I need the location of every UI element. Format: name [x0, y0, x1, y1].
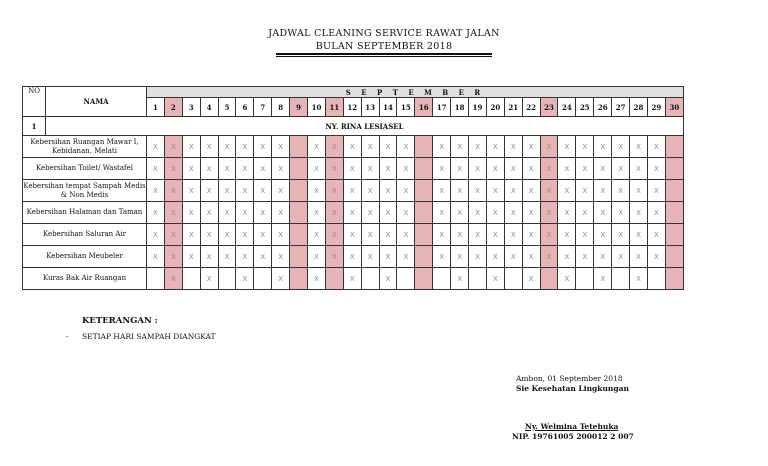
schedule-mark: X [200, 180, 218, 202]
schedule-mark: X [594, 224, 612, 246]
schedule-mark: X [469, 136, 487, 158]
schedule-mark: X [147, 246, 165, 268]
schedule-cell-empty [665, 180, 683, 202]
task-label: Kebersihan Saluran Air [23, 224, 147, 246]
schedule-mark: X [558, 246, 576, 268]
schedule-mark: X [272, 246, 290, 268]
schedule-mark: X [308, 202, 326, 224]
schedule-mark: X [379, 224, 397, 246]
day-header: 16 [415, 98, 433, 117]
schedule-cell-empty [290, 180, 308, 202]
task-row [23, 158, 684, 180]
schedule-mark: X [451, 202, 469, 224]
schedule-mark: X [522, 246, 540, 268]
schedule-cell-empty [290, 246, 308, 268]
month-header: S E P T E M B E R [147, 87, 684, 98]
day-header: 1 [147, 98, 165, 117]
schedule-mark: X [647, 246, 665, 268]
notes-item-text: SETIAP HARI SAMPAH DIANGKAT [82, 332, 216, 341]
schedule-mark: X [200, 158, 218, 180]
day-header: 4 [200, 98, 218, 117]
schedule-mark: X [558, 136, 576, 158]
schedule-mark: X [343, 180, 361, 202]
day-header: 7 [254, 98, 272, 117]
schedule-mark: X [164, 136, 182, 158]
schedule-mark: X [218, 224, 236, 246]
schedule-cell-empty [469, 268, 487, 290]
schedule-mark: X [343, 224, 361, 246]
staff-row [23, 117, 684, 136]
schedule-mark: X [200, 268, 218, 290]
schedule-mark: X [182, 158, 200, 180]
schedule-mark: X [451, 268, 469, 290]
schedule-mark: X [236, 158, 254, 180]
schedule-mark: X [558, 180, 576, 202]
schedule-mark: X [164, 224, 182, 246]
task-row [23, 224, 684, 246]
schedule-mark: X [379, 246, 397, 268]
schedule-mark: X [486, 202, 504, 224]
schedule-mark: X [522, 268, 540, 290]
schedule-mark: X [218, 136, 236, 158]
day-header: 2 [164, 98, 182, 117]
schedule-mark: X [451, 224, 469, 246]
document-title: JADWAL CLEANING SERVICE RAWAT JALAN [268, 28, 500, 39]
day-header: 20 [486, 98, 504, 117]
schedule-cell-empty [576, 268, 594, 290]
day-header: 8 [272, 98, 290, 117]
schedule-mark: X [486, 268, 504, 290]
schedule-mark: X [361, 202, 379, 224]
schedule-mark: X [576, 180, 594, 202]
schedule-mark: X [504, 136, 522, 158]
schedule-mark: X [504, 224, 522, 246]
schedule-mark: X [182, 180, 200, 202]
schedule-mark: X [397, 180, 415, 202]
schedule-cell-empty [415, 136, 433, 158]
schedule-mark: X [308, 246, 326, 268]
schedule-mark: X [200, 202, 218, 224]
schedule-cell-empty [290, 268, 308, 290]
schedule-mark: X [147, 158, 165, 180]
schedule-mark: X [308, 224, 326, 246]
schedule-cell-empty [415, 180, 433, 202]
schedule-cell-empty [415, 246, 433, 268]
schedule-mark: X [218, 246, 236, 268]
schedule-mark: X [164, 268, 182, 290]
schedule-mark: X [630, 158, 648, 180]
schedule-mark: X [522, 224, 540, 246]
schedule-mark: X [451, 136, 469, 158]
schedule-mark: X [325, 224, 343, 246]
schedule-mark: X [540, 158, 558, 180]
schedule-mark: X [379, 180, 397, 202]
schedule-cell-empty [290, 158, 308, 180]
schedule-mark: X [325, 246, 343, 268]
task-row [23, 268, 684, 290]
day-header: 5 [218, 98, 236, 117]
task-label: Kebersihan Ruangan Mawar I, Kebidanan, Melati [23, 136, 147, 158]
schedule-mark: X [469, 202, 487, 224]
schedule-mark: X [594, 180, 612, 202]
schedule-mark: X [182, 202, 200, 224]
schedule-cell-empty [325, 268, 343, 290]
schedule-mark: X [469, 224, 487, 246]
schedule-mark: X [343, 268, 361, 290]
day-header: 27 [612, 98, 630, 117]
schedule-mark: X [272, 268, 290, 290]
task-label: Kebersihan Toilet/ Wastafel [23, 158, 147, 180]
schedule-cell-empty [254, 268, 272, 290]
day-header: 29 [647, 98, 665, 117]
task-label: Kuras Bak Air Ruangan [23, 268, 147, 290]
schedule-mark: X [630, 246, 648, 268]
document-subtitle: BULAN SEPTEMBER 2018 [315, 41, 453, 52]
schedule-mark: X [361, 180, 379, 202]
day-header: 28 [630, 98, 648, 117]
schedule-mark: X [576, 202, 594, 224]
schedule-cell-empty [433, 268, 451, 290]
schedule-mark: X [325, 180, 343, 202]
schedule-mark: X [630, 224, 648, 246]
day-header: 11 [325, 98, 343, 117]
schedule-mark: X [254, 246, 272, 268]
schedule-cell-empty [647, 268, 665, 290]
schedule-mark: X [397, 158, 415, 180]
day-header: 6 [236, 98, 254, 117]
schedule-mark: X [469, 246, 487, 268]
schedule-mark: X [182, 136, 200, 158]
schedule-mark: X [486, 136, 504, 158]
schedule-cell-empty [665, 224, 683, 246]
name-header: NAMA [46, 87, 147, 117]
schedule-mark: X [647, 202, 665, 224]
schedule-mark: X [218, 202, 236, 224]
schedule-mark: X [540, 202, 558, 224]
schedule-mark: X [308, 180, 326, 202]
schedule-mark: X [200, 224, 218, 246]
day-header: 3 [182, 98, 200, 117]
schedule-mark: X [630, 180, 648, 202]
schedule-mark: X [325, 158, 343, 180]
no-header: NO [23, 87, 46, 117]
schedule-mark: X [325, 136, 343, 158]
schedule-mark: X [397, 136, 415, 158]
schedule-mark: X [218, 180, 236, 202]
task-label: Kebersihan tempat Sampah Medis & Non Medis [23, 180, 147, 202]
schedule-mark: X [522, 202, 540, 224]
day-header: 13 [361, 98, 379, 117]
task-label: Kebersihan Halaman dan Taman [23, 202, 147, 224]
schedule-mark: X [200, 246, 218, 268]
signature-name: Ny. Welmina Tetehuka [525, 422, 619, 431]
schedule-mark: X [451, 180, 469, 202]
schedule-mark: X [469, 158, 487, 180]
signature-department: Sie Kesehatan Lingkungan [516, 384, 629, 393]
schedule-mark: X [200, 136, 218, 158]
day-header: 23 [540, 98, 558, 117]
schedule-mark: X [397, 246, 415, 268]
schedule-mark: X [630, 202, 648, 224]
schedule-mark: X [612, 246, 630, 268]
schedule-mark: X [522, 136, 540, 158]
schedule-mark: X [433, 180, 451, 202]
day-header: 15 [397, 98, 415, 117]
schedule-mark: X [254, 158, 272, 180]
notes-item [66, 332, 216, 341]
header-row-month [23, 87, 684, 98]
task-row [23, 202, 684, 224]
schedule-mark: X [612, 180, 630, 202]
schedule-mark: X [522, 158, 540, 180]
schedule-mark: X [576, 224, 594, 246]
schedule-mark: X [594, 158, 612, 180]
schedule-mark: X [558, 202, 576, 224]
schedule-mark: X [308, 158, 326, 180]
task-label: Kebersihan Meubeler [23, 246, 147, 268]
schedule-mark: X [540, 136, 558, 158]
schedule-table [22, 86, 684, 290]
day-header: 9 [290, 98, 308, 117]
schedule-mark: X [504, 180, 522, 202]
schedule-mark: X [254, 224, 272, 246]
schedule-mark: X [576, 136, 594, 158]
schedule-cell-empty [665, 202, 683, 224]
schedule-cell-empty [612, 268, 630, 290]
day-header: 17 [433, 98, 451, 117]
schedule-mark: X [272, 136, 290, 158]
task-row [23, 180, 684, 202]
schedule-mark: X [433, 202, 451, 224]
schedule-cell-empty [415, 268, 433, 290]
schedule-mark: X [236, 268, 254, 290]
schedule-mark: X [379, 158, 397, 180]
schedule-mark: X [558, 224, 576, 246]
schedule-mark: X [397, 224, 415, 246]
schedule-mark: X [236, 224, 254, 246]
schedule-mark: X [486, 246, 504, 268]
day-header: 25 [576, 98, 594, 117]
schedule-mark: X [397, 202, 415, 224]
schedule-cell-empty [504, 268, 522, 290]
schedule-mark: X [522, 180, 540, 202]
schedule-mark: X [612, 158, 630, 180]
schedule-mark: X [558, 268, 576, 290]
schedule-mark: X [254, 180, 272, 202]
schedule-mark: X [379, 136, 397, 158]
schedule-mark: X [218, 158, 236, 180]
schedule-mark: X [433, 136, 451, 158]
schedule-mark: X [647, 180, 665, 202]
schedule-mark: X [433, 224, 451, 246]
schedule-cell-empty [415, 158, 433, 180]
schedule-mark: X [594, 268, 612, 290]
schedule-table-body [23, 87, 684, 290]
schedule-mark: X [451, 158, 469, 180]
schedule-mark: X [272, 202, 290, 224]
schedule-mark: X [343, 158, 361, 180]
day-header: 19 [469, 98, 487, 117]
schedule-mark: X [486, 180, 504, 202]
schedule-mark: X [361, 158, 379, 180]
schedule-mark: X [254, 202, 272, 224]
day-header: 30 [665, 98, 683, 117]
schedule-mark: X [451, 246, 469, 268]
schedule-mark: X [647, 158, 665, 180]
schedule-mark: X [164, 202, 182, 224]
schedule-mark: X [647, 224, 665, 246]
schedule-mark: X [612, 224, 630, 246]
title-underline-thin [276, 56, 492, 57]
task-row [23, 246, 684, 268]
schedule-mark: X [147, 202, 165, 224]
schedule-mark: X [182, 246, 200, 268]
schedule-mark: X [540, 180, 558, 202]
schedule-mark: X [594, 202, 612, 224]
schedule-mark: X [272, 224, 290, 246]
schedule-mark: X [325, 202, 343, 224]
schedule-mark: X [147, 224, 165, 246]
schedule-mark: X [576, 158, 594, 180]
staff-number: 1 [23, 117, 46, 136]
schedule-mark: X [379, 202, 397, 224]
schedule-cell-empty [182, 268, 200, 290]
schedule-mark: X [164, 246, 182, 268]
staff-name: NY. RINA LESIASEL [46, 117, 684, 136]
schedule-mark: X [469, 180, 487, 202]
schedule-mark: X [272, 158, 290, 180]
schedule-mark: X [361, 136, 379, 158]
day-header: 10 [308, 98, 326, 117]
task-row [23, 136, 684, 158]
schedule-cell-empty [290, 202, 308, 224]
schedule-cell-empty [665, 136, 683, 158]
schedule-mark: X [630, 268, 648, 290]
schedule-cell-empty [665, 158, 683, 180]
schedule-mark: X [612, 202, 630, 224]
schedule-mark: X [558, 158, 576, 180]
day-header: 21 [504, 98, 522, 117]
schedule-mark: X [433, 246, 451, 268]
notes-bullet: - [66, 332, 69, 341]
schedule-cell-empty [218, 268, 236, 290]
schedule-mark: X [164, 158, 182, 180]
schedule-mark: X [540, 246, 558, 268]
schedule-mark: X [236, 136, 254, 158]
day-header: 26 [594, 98, 612, 117]
day-header: 24 [558, 98, 576, 117]
schedule-mark: X [504, 202, 522, 224]
schedule-mark: X [379, 268, 397, 290]
schedule-mark: X [147, 136, 165, 158]
schedule-mark: X [254, 136, 272, 158]
schedule-cell-empty [415, 202, 433, 224]
title-underline [276, 53, 492, 55]
schedule-mark: X [361, 246, 379, 268]
schedule-cell-empty [290, 224, 308, 246]
schedule-mark: X [182, 224, 200, 246]
schedule-mark: X [308, 268, 326, 290]
schedule-cell-empty [665, 246, 683, 268]
schedule-cell-empty [540, 268, 558, 290]
signature-nip: NIP. 19761005 200012 2 007 [512, 432, 634, 441]
schedule-mark: X [594, 246, 612, 268]
schedule-mark: X [486, 224, 504, 246]
schedule-mark: X [647, 136, 665, 158]
schedule-mark: X [433, 158, 451, 180]
schedule-mark: X [343, 136, 361, 158]
schedule-mark: X [236, 202, 254, 224]
day-header: 18 [451, 98, 469, 117]
schedule-mark: X [308, 136, 326, 158]
schedule-mark: X [594, 136, 612, 158]
schedule-mark: X [147, 180, 165, 202]
schedule-mark: X [236, 246, 254, 268]
schedule-mark: X [612, 136, 630, 158]
schedule-mark: X [540, 224, 558, 246]
day-header: 22 [522, 98, 540, 117]
schedule-mark: X [361, 224, 379, 246]
schedule-mark: X [272, 180, 290, 202]
schedule-cell-empty [147, 268, 165, 290]
notes-heading: KETERANGAN : [82, 316, 158, 326]
schedule-mark: X [164, 180, 182, 202]
schedule-mark: X [236, 180, 254, 202]
schedule-cell-empty [290, 136, 308, 158]
signature-place-date: Ambon, 01 September 2018 [516, 374, 623, 383]
schedule-mark: X [630, 136, 648, 158]
schedule-mark: X [343, 246, 361, 268]
schedule-cell-empty [397, 268, 415, 290]
day-header: 12 [343, 98, 361, 117]
day-header: 14 [379, 98, 397, 117]
schedule-mark: X [486, 158, 504, 180]
schedule-mark: X [504, 246, 522, 268]
schedule-mark: X [504, 158, 522, 180]
schedule-cell-empty [361, 268, 379, 290]
schedule-cell-empty [665, 268, 683, 290]
schedule-cell-empty [415, 224, 433, 246]
schedule-mark: X [576, 246, 594, 268]
schedule-mark: X [343, 202, 361, 224]
